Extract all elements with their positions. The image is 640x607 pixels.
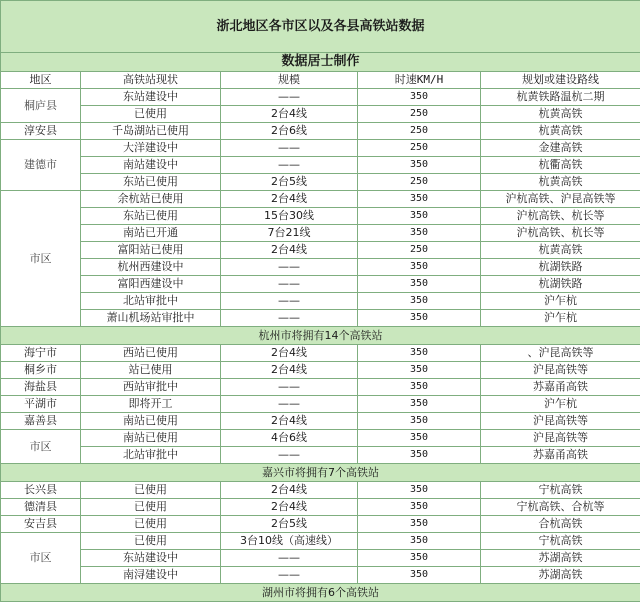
scale-cell: —— — [221, 140, 358, 157]
station-status-cell: 即将开工 — [81, 396, 221, 413]
route-cell: 杭湖铁路 — [481, 276, 640, 293]
table-row — [1, 242, 640, 259]
station-status-cell: 东站已使用 — [81, 208, 221, 225]
speed-cell: 350 — [358, 499, 481, 516]
route-cell: 宁杭高铁 — [481, 482, 640, 499]
route-cell: 沪杭高铁、杭长等 — [481, 208, 640, 225]
scale-cell: 2台4线 — [221, 106, 358, 123]
speed-cell: 350 — [358, 430, 481, 447]
route-cell: 杭黄铁路温杭二期 — [481, 89, 640, 106]
station-status-cell: 已使用 — [81, 533, 221, 550]
table-row — [1, 89, 640, 106]
station-status-cell: 西站已使用 — [81, 345, 221, 362]
route-cell: 杭黄高铁 — [481, 242, 640, 259]
scale-cell: 7台21线 — [221, 225, 358, 242]
station-status-cell: 余杭站已使用 — [81, 191, 221, 208]
scale-cell: 2台6线 — [221, 123, 358, 140]
table-row — [1, 499, 640, 516]
scale-cell: 2台4线 — [221, 362, 358, 379]
route-cell: 杭黄高铁 — [481, 106, 640, 123]
station-status-cell: 南浔建设中 — [81, 567, 221, 584]
speed-cell: 350 — [358, 259, 481, 276]
table-row — [1, 550, 640, 567]
scale-cell: —— — [221, 293, 358, 310]
station-status-cell: 南站已使用 — [81, 430, 221, 447]
speed-cell: 350 — [358, 447, 481, 464]
speed-cell: 250 — [358, 123, 481, 140]
region-cell: 淳安县 — [1, 123, 81, 140]
table-row — [1, 191, 640, 208]
route-cell: 苏湖高铁 — [481, 567, 640, 584]
table-row — [1, 362, 640, 379]
table-row — [1, 533, 640, 550]
speed-cell: 350 — [358, 89, 481, 106]
table-row — [1, 447, 640, 464]
route-cell: 杭黄高铁 — [481, 174, 640, 191]
scale-cell: —— — [221, 259, 358, 276]
speed-cell: 350 — [358, 225, 481, 242]
speed-cell: 350 — [358, 550, 481, 567]
region-cell: 市区 — [1, 191, 81, 327]
station-status-cell: 富阳西建设中 — [81, 276, 221, 293]
station-status-cell: 萧山机场站审批中 — [81, 310, 221, 327]
station-status-cell: 北站审批中 — [81, 447, 221, 464]
station-status-cell: 已使用 — [81, 516, 221, 533]
scale-cell: 2台4线 — [221, 499, 358, 516]
scale-cell: 2台4线 — [221, 191, 358, 208]
speed-cell: 350 — [358, 293, 481, 310]
route-cell: 沪昆高铁等 — [481, 362, 640, 379]
region-cell: 长兴县 — [1, 482, 81, 499]
speed-cell: 250 — [358, 242, 481, 259]
speed-cell: 250 — [358, 140, 481, 157]
speed-cell: 350 — [358, 362, 481, 379]
region-cell: 桐乡市 — [1, 362, 81, 379]
region-cell: 嘉善县 — [1, 413, 81, 430]
speed-cell: 350 — [358, 345, 481, 362]
table-row — [1, 225, 640, 242]
route-cell: 苏嘉甬高铁 — [481, 379, 640, 396]
scale-cell: 2台4线 — [221, 242, 358, 259]
route-cell: 杭黄高铁 — [481, 123, 640, 140]
scale-cell: —— — [221, 276, 358, 293]
table-row — [1, 157, 640, 174]
speed-cell: 250 — [358, 174, 481, 191]
station-status-cell: 已使用 — [81, 482, 221, 499]
route-cell: 沪昆高铁等 — [481, 430, 640, 447]
station-status-cell: 南站已开通 — [81, 225, 221, 242]
speed-cell: 350 — [358, 413, 481, 430]
header-status: 高铁站现状 — [81, 72, 221, 89]
table-row — [1, 293, 640, 310]
region-cell: 德清县 — [1, 499, 81, 516]
route-cell: 沪乍杭 — [481, 396, 640, 413]
scale-cell: 2台4线 — [221, 413, 358, 430]
route-cell: 沪杭高铁、沪昆高铁等 — [481, 191, 640, 208]
table-row — [1, 140, 640, 157]
speed-cell: 350 — [358, 310, 481, 327]
station-status-cell: 富阳站已使用 — [81, 242, 221, 259]
route-cell: 杭湖铁路 — [481, 259, 640, 276]
table-row — [1, 345, 640, 362]
route-cell: 宁杭高铁 — [481, 533, 640, 550]
region-cell: 海盐县 — [1, 379, 81, 396]
scale-cell: —— — [221, 157, 358, 174]
route-cell: 宁杭高铁、合杭等 — [481, 499, 640, 516]
header-region: 地区 — [1, 72, 81, 89]
table-row — [1, 310, 640, 327]
route-cell: 沪杭高铁、杭长等 — [481, 225, 640, 242]
table-row — [1, 174, 640, 191]
station-status-cell: 西站审批中 — [81, 379, 221, 396]
station-status-cell: 大洋建设中 — [81, 140, 221, 157]
table-row — [1, 567, 640, 584]
header-row — [1, 72, 640, 89]
table-row — [1, 259, 640, 276]
scale-cell: —— — [221, 447, 358, 464]
scale-cell: 3台10线（高速线） — [221, 533, 358, 550]
table-row — [1, 396, 640, 413]
station-status-cell: 东站已使用 — [81, 174, 221, 191]
speed-cell: 350 — [358, 396, 481, 413]
table-row — [1, 413, 640, 430]
station-status-cell: 东站建设中 — [81, 89, 221, 106]
region-cell: 桐庐县 — [1, 89, 81, 123]
route-cell: 苏嘉甬高铁 — [481, 447, 640, 464]
station-status-cell: 南站建设中 — [81, 157, 221, 174]
route-cell: 苏湖高铁 — [481, 550, 640, 567]
region-cell: 安吉县 — [1, 516, 81, 533]
station-status-cell: 南站已使用 — [81, 413, 221, 430]
speed-cell: 350 — [358, 379, 481, 396]
route-cell: 金建高铁 — [481, 140, 640, 157]
speed-cell: 350 — [358, 482, 481, 499]
header-scale: 规模 — [221, 72, 358, 89]
speed-cell: 350 — [358, 191, 481, 208]
route-cell: 、沪昆高铁等 — [481, 345, 640, 362]
table-row — [1, 482, 640, 499]
station-status-cell: 千岛湖站已使用 — [81, 123, 221, 140]
region-cell: 建德市 — [1, 140, 81, 191]
scale-cell: —— — [221, 310, 358, 327]
speed-cell: 250 — [358, 106, 481, 123]
page-subtitle: 数据居士制作 — [1, 53, 640, 72]
scale-cell: —— — [221, 89, 358, 106]
route-cell: 合杭高铁 — [481, 516, 640, 533]
route-cell: 杭衢高铁 — [481, 157, 640, 174]
region-cell: 市区 — [1, 430, 81, 464]
station-status-cell: 已使用 — [81, 106, 221, 123]
station-status-cell: 站已使用 — [81, 362, 221, 379]
group-summary: 湖州市将拥有6个高铁站 — [1, 584, 640, 602]
route-cell: 沪昆高铁等 — [481, 413, 640, 430]
region-cell: 平湖市 — [1, 396, 81, 413]
scale-cell: —— — [221, 379, 358, 396]
region-cell: 市区 — [1, 533, 81, 584]
group-summary: 杭州市将拥有14个高铁站 — [1, 327, 640, 345]
scale-cell: 2台4线 — [221, 482, 358, 499]
table-row — [1, 430, 640, 447]
speed-cell: 350 — [358, 533, 481, 550]
station-status-cell: 东站建设中 — [81, 550, 221, 567]
route-cell: 沪乍杭 — [481, 310, 640, 327]
scale-cell: 2台5线 — [221, 174, 358, 191]
table-row — [1, 276, 640, 293]
scale-cell: —— — [221, 396, 358, 413]
table-row — [1, 208, 640, 225]
region-cell: 海宁市 — [1, 345, 81, 362]
header-speed: 时速KM/H — [358, 72, 481, 89]
scale-cell: —— — [221, 567, 358, 584]
scale-cell: —— — [221, 550, 358, 567]
scale-cell: 2台5线 — [221, 516, 358, 533]
station-status-cell: 已使用 — [81, 499, 221, 516]
header-route: 规划或建设路线 — [481, 72, 640, 89]
scale-cell: 4台6线 — [221, 430, 358, 447]
speed-cell: 350 — [358, 276, 481, 293]
scale-cell: 15台30线 — [221, 208, 358, 225]
speed-cell: 350 — [358, 516, 481, 533]
route-cell: 沪乍杭 — [481, 293, 640, 310]
table-row — [1, 106, 640, 123]
speed-cell: 350 — [358, 208, 481, 225]
station-status-cell: 杭州西建设中 — [81, 259, 221, 276]
group-summary: 嘉兴市将拥有7个高铁站 — [1, 464, 640, 482]
table-row — [1, 123, 640, 140]
page-title: 浙北地区各市区以及各县高铁站数据 — [1, 1, 640, 53]
station-status-cell: 北站审批中 — [81, 293, 221, 310]
speed-cell: 350 — [358, 157, 481, 174]
table-row — [1, 379, 640, 396]
speed-cell: 350 — [358, 567, 481, 584]
scale-cell: 2台4线 — [221, 345, 358, 362]
table-row — [1, 516, 640, 533]
